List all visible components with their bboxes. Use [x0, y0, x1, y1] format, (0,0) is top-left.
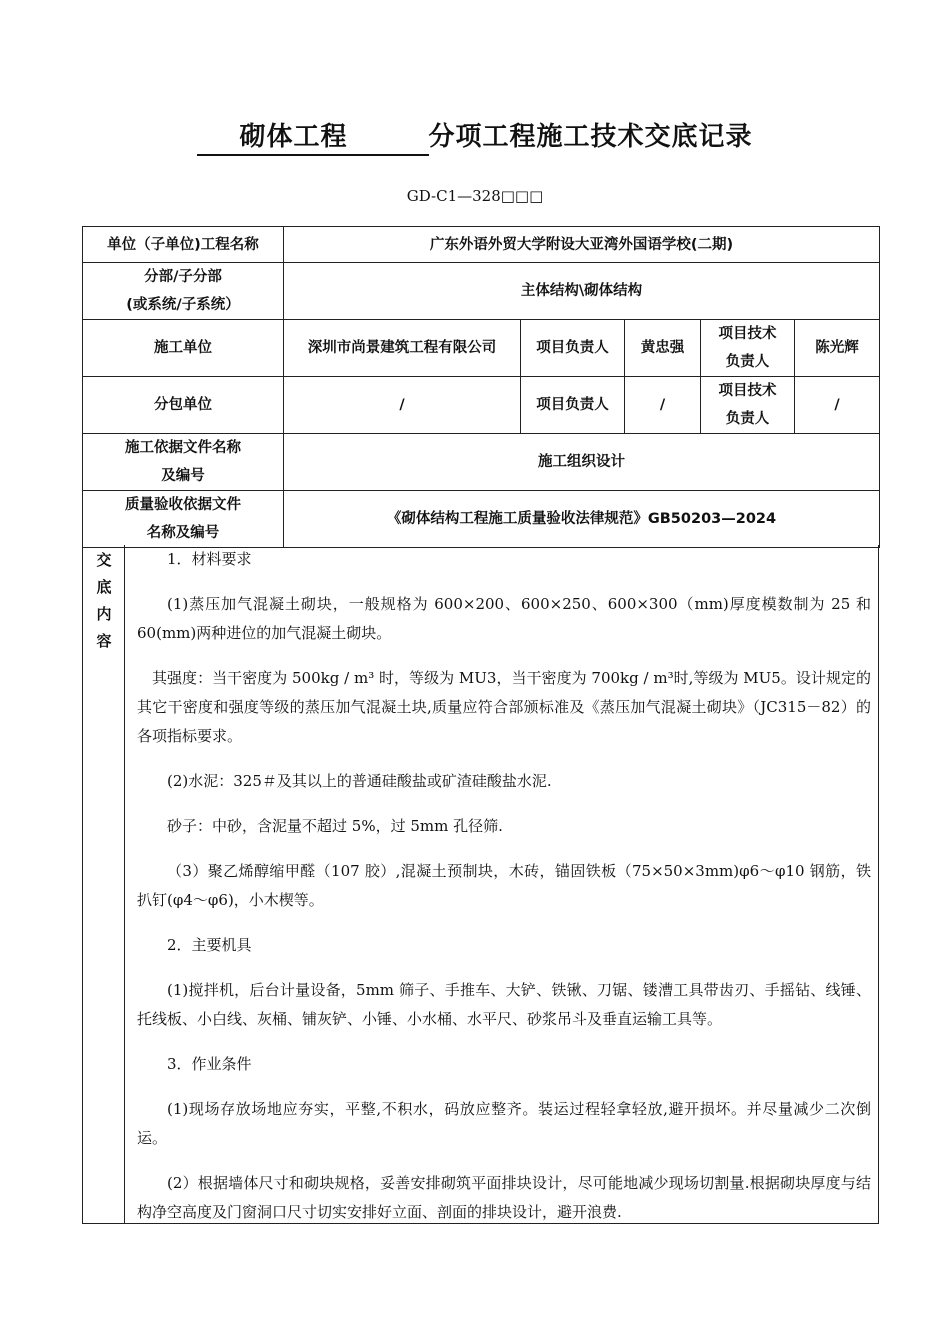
basis-doc-label: [83, 434, 284, 491]
disclosure-content-box: [82, 545, 879, 1224]
title-underline-spacer: [390, 120, 429, 156]
disclosure-text: [137, 545, 871, 1227]
side-label-char: 底: [96, 578, 112, 596]
tech-lead-value: 陈光辉: [795, 320, 880, 377]
section-1-paragraph-1: (1)蒸压加气混凝土砌块，一般规格为 600×200、600×250、600×300（mm)厚度模数制为 25 和 60(mm)两种进位的加气混凝土砌块。: [137, 595, 871, 642]
section-2-title: 2．主要机具: [167, 936, 252, 954]
section-3-title: 3．作业条件: [167, 1055, 252, 1073]
sub-tech-lead-label-line1: 项目技术: [718, 383, 777, 399]
disclosure-side-label: [83, 547, 125, 655]
sub-tech-lead-label-line2: 负责人: [725, 411, 770, 427]
subcontractor-label: 分包单位: [83, 377, 284, 434]
acceptance-doc-label: [83, 491, 284, 548]
section-1-paragraph-3: (2)水泥：325＃及其以上的普通硅酸盐或矿渣硅酸盐水泥.: [167, 772, 552, 790]
disclosure-side-column: [83, 545, 125, 1223]
acceptance-doc-value: 《砌体结构工程施工质量验收法律规范》GB50203—2024: [284, 491, 880, 548]
section-1-title: 1．材料要求: [167, 550, 252, 568]
contractor-value: 深圳市尚景建筑工程有限公司: [284, 320, 521, 377]
tech-lead-label-line1: 项目技术: [718, 326, 777, 342]
basis-doc-label-line1: 施工依据文件名称: [125, 440, 241, 456]
sub-pm-value: /: [625, 377, 701, 434]
section-1-paragraph-2: 其强度：当干密度为 500kg / m³ 时，等级为 MU3，当干密度为 700kg / m³时,等级为 MU5。设计规定的其它干密度和强度等级的蒸压加气混凝土块,质量应符合部颁标准及《蒸压加气混凝土砌块》（JC315－82）的各项指标要求。: [137, 669, 871, 745]
table-row: [83, 227, 880, 263]
pm-value: 黄忠强: [625, 320, 701, 377]
sub-pm-label: 项目负责人: [521, 377, 625, 434]
pm-label: 项目负责人: [521, 320, 625, 377]
table-row: [83, 263, 880, 320]
division-label: [83, 263, 284, 320]
table-row: [83, 377, 880, 434]
table-row: [83, 434, 880, 491]
side-label-char: 交: [96, 551, 112, 569]
sub-tech-lead-value: /: [795, 377, 880, 434]
division-label-line1: 分部/子分部: [144, 269, 222, 285]
table-row: [83, 491, 880, 548]
section-1-paragraph-5: （3）聚乙烯醇缩甲醛（107 胶）,混凝土预制块，木砖，锚固铁板（75×50×3mm)φ6～φ10 钢筋，铁扒钉(φ4～φ6)，小木楔等。: [137, 862, 871, 909]
acceptance-doc-label-line1: 质量验收依据文件: [125, 497, 241, 513]
tech-lead-label: [701, 320, 795, 377]
title-underlined-part: 砌体工程: [197, 120, 389, 156]
sub-tech-lead-label: [701, 377, 795, 434]
document-code: GD-C1—328□□□: [406, 187, 544, 205]
section-3-paragraph-1: (1)现场存放场地应夯实，平整,不积水，码放应整齐。装运过程轻拿轻放,避开损坏。并尽量减少二次倒运。: [137, 1100, 871, 1147]
side-label-char: 容: [96, 632, 112, 650]
acceptance-doc-label-line2: 名称及编号: [146, 525, 220, 541]
table-row: [83, 320, 880, 377]
unit-project-value: 广东外语外贸大学附设大亚湾外国语学校(二期): [284, 227, 880, 263]
section-3-paragraph-2: (2）根据墙体尺寸和砌块规格，妥善安排砌筑平面排块设计，尽可能地减少现场切割量.根据砌块厚度与结构净空高度及门窗洞口尺寸切实安排好立面、剖面的排块设计，避开浪费.: [137, 1174, 871, 1221]
unit-project-label: 单位（子单位)工程名称: [83, 227, 284, 263]
basis-doc-value: 施工组织设计: [284, 434, 880, 491]
tech-lead-label-line2: 负责人: [725, 354, 770, 370]
section-1-paragraph-4: 砂子：中砂，含泥量不超过 5%，过 5mm 孔径筛.: [167, 817, 503, 835]
project-info-table: [82, 226, 880, 548]
title-rest: 分项工程施工技术交底记录: [428, 122, 753, 152]
basis-doc-label-line2: 及编号: [161, 468, 205, 484]
contractor-label: 施工单位: [83, 320, 284, 377]
side-label-char: 内: [96, 605, 112, 623]
division-value: 主体结构\砌体结构: [284, 263, 880, 320]
section-2-paragraph-1: (1)搅拌机，后台计量设备，5mm 筛子、手推车、大铲、铁锹、刀锯、镂漕工具带齿刃、手摇钻、线锤、托线板、小白线、灰桶、铺灰铲、小锤、小水桶、水平尺、砂浆吊斗及垂直运输工具等。: [137, 981, 871, 1028]
division-label-line2: (或系统/子系统）: [126, 297, 240, 313]
document-title: [0, 118, 950, 156]
subcontractor-value: /: [284, 377, 521, 434]
